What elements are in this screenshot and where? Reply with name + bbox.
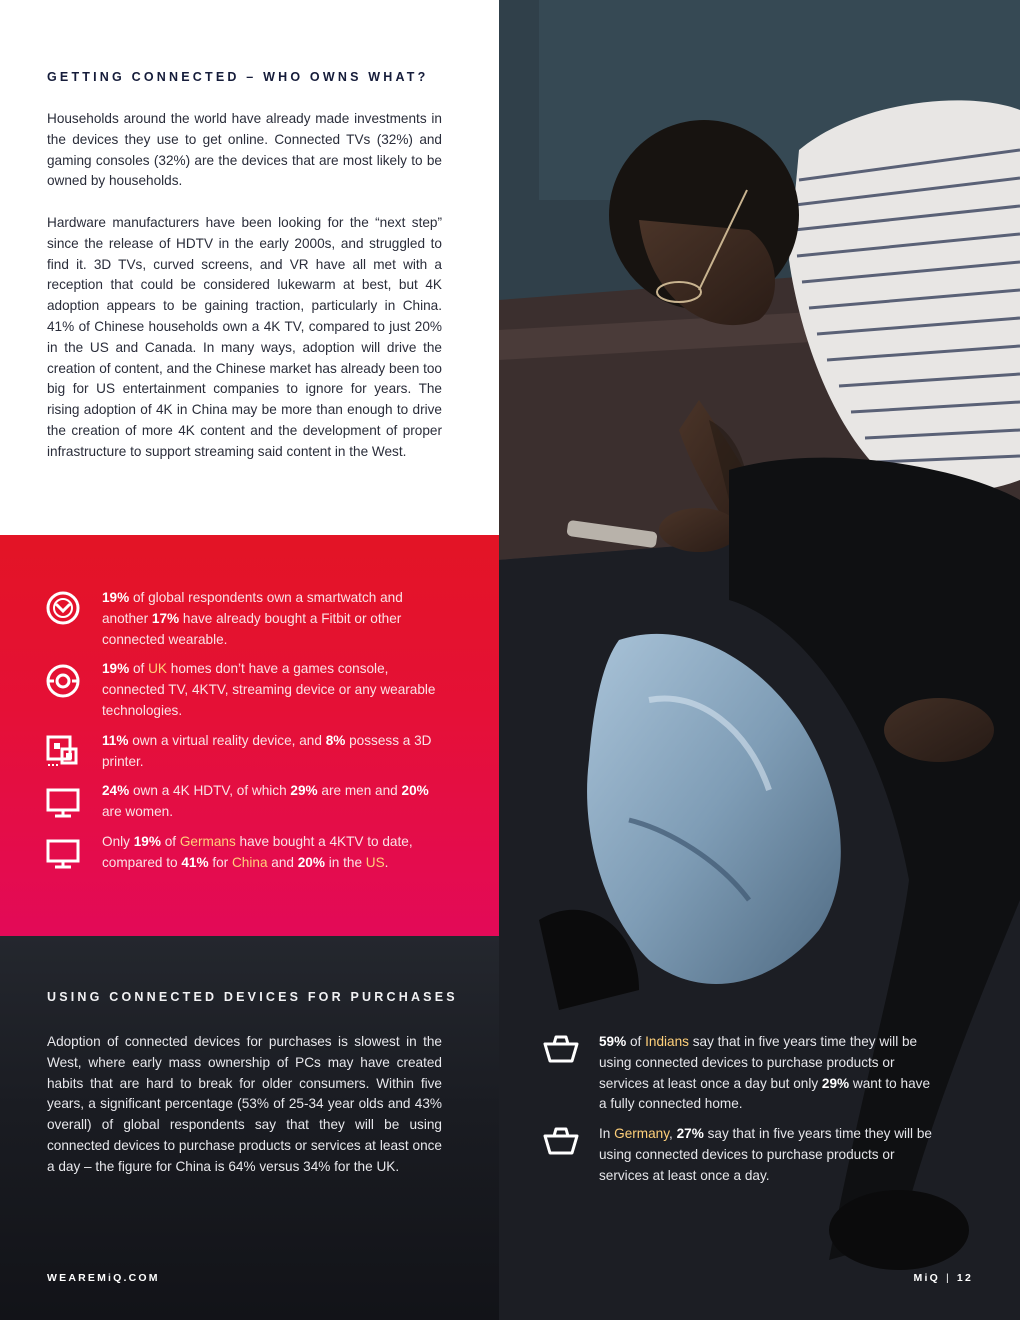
section-heading: GETTING CONNECTED – WHO OWNS WHAT? (47, 70, 429, 84)
text-run: , (669, 1126, 677, 1141)
intro-paragraph-2: Hardware manufacturers have been looking for the “next step” since the release of HDTV in the early 2000s, and struggled to find it. 3D TVs, curved screens, and VR have all met with a reception that could be considered lukewarm at best, but 4K adoption appears to be gaining traction, particularly in China. 41% of Chinese households own a 4K TV, compared to just 20% in the US and Canada. In many ways, adoption will drive the creation of content, and the Chinese market has already been too big for US entertainment companies to ignore for years. The rising adoption of 4K in China may be more than enough to drive the creation of more 4K content and the development of proper infrastructure to support streaming said content in the West. (47, 215, 442, 459)
vr-3d-printer-icon (45, 733, 81, 769)
text-run: in the (324, 854, 366, 870)
stat-figure: 17% (151, 610, 180, 626)
text-run: have bought a 4KTV to date, compared to (102, 834, 413, 870)
text-run: and (267, 854, 298, 870)
background-photo (499, 0, 1020, 1320)
stat-figure: 41% (181, 854, 209, 870)
intro-panel (0, 0, 499, 535)
brand-name: MiQ (913, 1272, 940, 1284)
text-run: homes don’t have a games console, connected TV, 4KTV, streaming device or any wearable technologies. (102, 661, 436, 718)
text-run: of (160, 834, 180, 849)
purchase-stat-text (599, 1124, 939, 1186)
shopping-basket-icon (542, 1126, 580, 1156)
stat-figure: 19% (102, 661, 130, 676)
website-link[interactable]: WEAREMiQ.COM (47, 1272, 160, 1284)
country-highlight: UK (148, 661, 167, 676)
intro-paragraph-1: Households around the world have already made investments in the devices they use to get online. Connected TVs (32%) and gaming consoles (32%) are the devices that are most likely to be owned by households. (47, 111, 442, 189)
stat-figure: 20% (401, 783, 429, 798)
stat-figure: 29% (290, 783, 318, 798)
stat-text (102, 731, 442, 773)
text-run: own a virtual reality device, and (128, 733, 326, 748)
stat-figure: 11% (102, 733, 129, 748)
tv-icon (45, 785, 81, 821)
stat-figure: 29% (821, 1075, 850, 1091)
country-highlight: US (365, 854, 385, 870)
text-run: In (599, 1126, 615, 1141)
text-run: for (208, 854, 232, 870)
text-run: say that in five years time they will be using connected devices to purchase products or services at least once a day but only (599, 1034, 918, 1091)
stat-text (102, 659, 442, 721)
stat-figure: 20% (297, 854, 325, 870)
page-number: 12 (956, 1272, 973, 1284)
section-heading-purchases: USING CONNECTED DEVICES FOR PURCHASES (47, 990, 458, 1004)
games-console-icon (45, 663, 81, 699)
photo-illustration (499, 0, 1020, 1320)
country-highlight: China (231, 854, 268, 870)
text-run: possess a 3D printer. (102, 733, 432, 769)
text-run: say that in five years time they will be using connected devices to purchase products or services at least once a day. (599, 1126, 932, 1183)
stat-figure: 8% (325, 733, 346, 748)
stat-text (102, 588, 442, 650)
text-run: are men and (317, 783, 402, 798)
tv-icon (45, 836, 81, 872)
shopping-basket-icon (542, 1034, 580, 1064)
purchases-paragraph: Adoption of connected devices for purchases is slowest in the West, where early mass ownership of PCs may have created habits that are hard to break for older consumers. Within five years, a significant percentage (53% of 25-34 year olds and 43% overall) of global respondents say that they will be using connected devices to purchase products or services at least once a day – the figure for China is 64% versus 34% for the UK. (47, 1034, 442, 1174)
stat-figure: 24% (102, 783, 130, 798)
stat-figure: 19% (102, 590, 130, 605)
stats-panel (0, 535, 499, 936)
smartwatch-icon (45, 590, 81, 626)
text-run: . (384, 854, 389, 870)
purchase-stat-text (599, 1032, 939, 1115)
text-run: have already bought a Fitbit or other connected wearable. (102, 610, 402, 647)
text-run: of (129, 661, 149, 676)
text-run: of (626, 1034, 646, 1049)
stat-figure: 19% (133, 834, 161, 849)
footer-separator: | (945, 1272, 951, 1284)
country-highlight: Germany (614, 1126, 670, 1141)
text-run: want to have a fully connected home. (599, 1075, 930, 1112)
stat-figure: 27% (676, 1126, 704, 1141)
text-run: of global respondents own a smartwatch and another (102, 590, 403, 626)
text-run: Only (102, 834, 134, 849)
page-footer-brand (914, 1272, 973, 1284)
text-run: own a 4K HDTV, of which (129, 783, 291, 798)
text-run: are women. (102, 803, 174, 819)
stat-text (102, 781, 442, 823)
stat-text (102, 832, 442, 874)
country-highlight: Indians (645, 1034, 689, 1049)
stat-figure: 59% (599, 1034, 627, 1049)
country-highlight: Germans (179, 834, 236, 849)
